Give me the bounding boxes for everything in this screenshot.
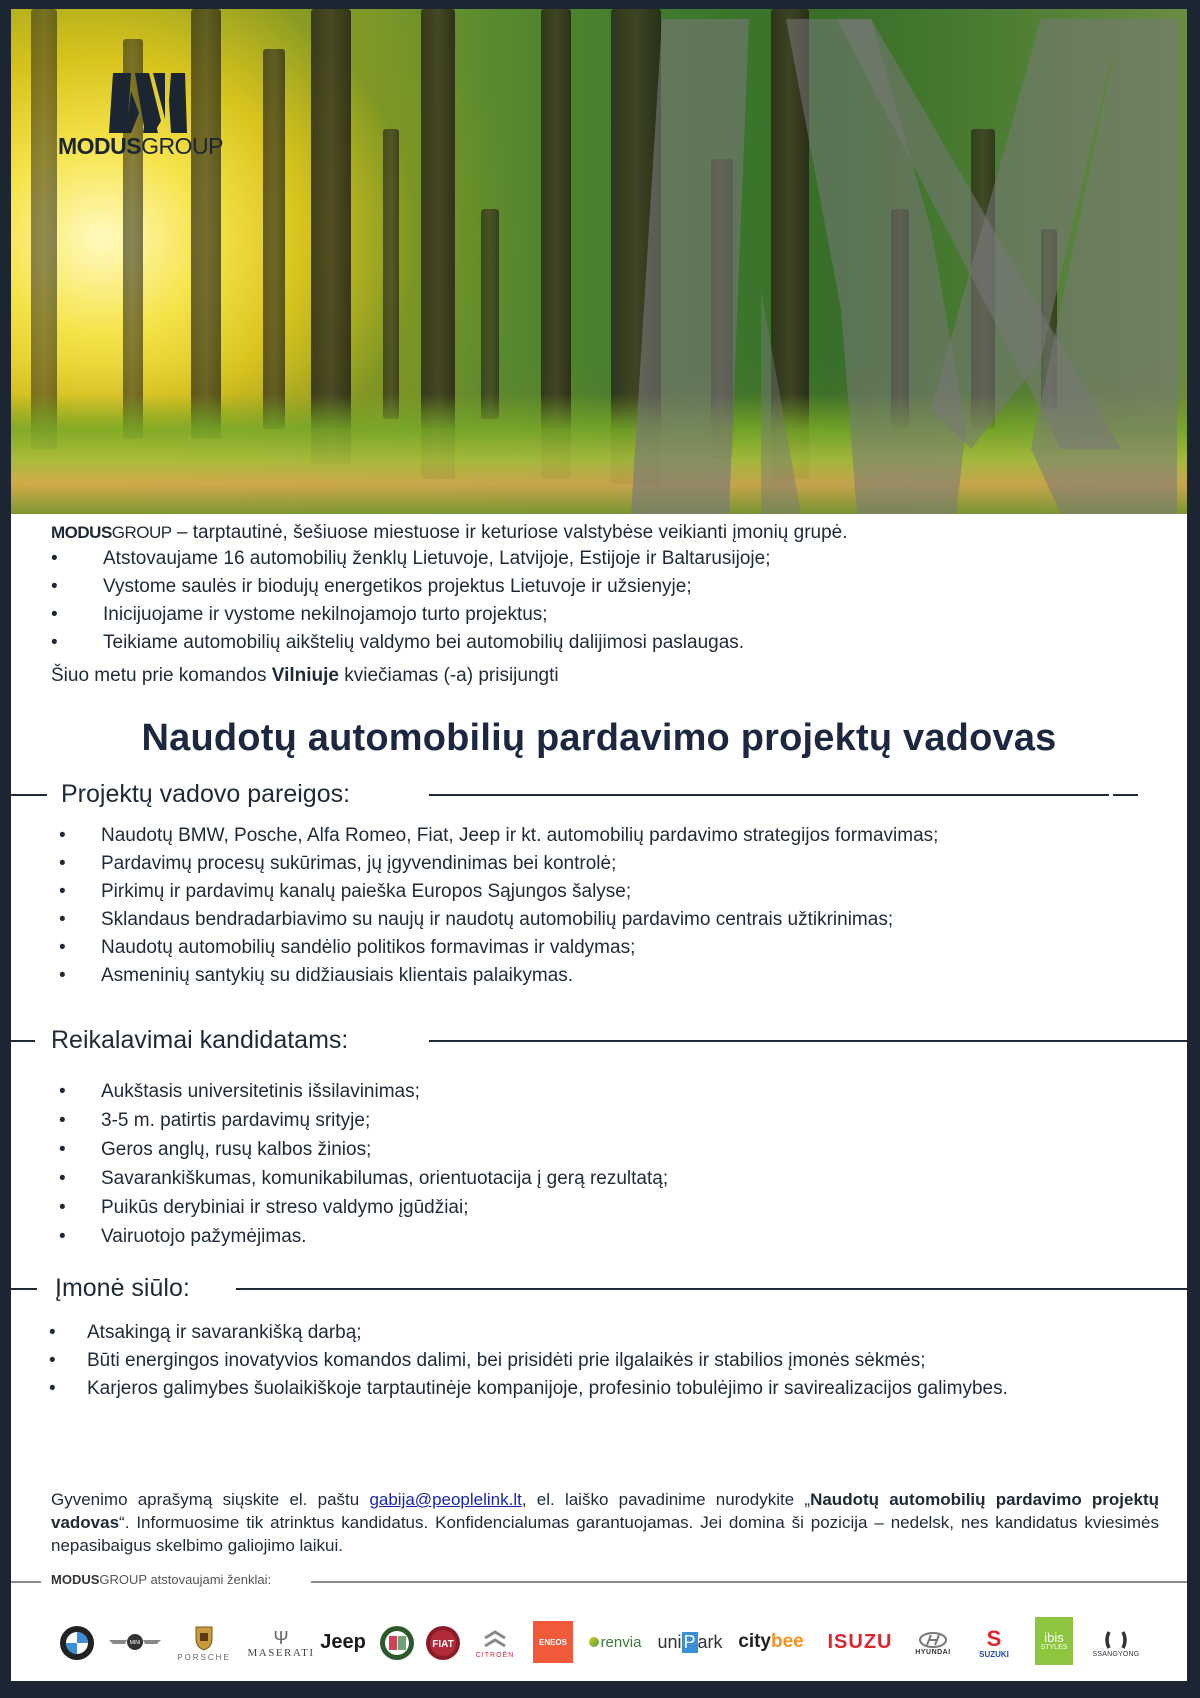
svg-text:MINI: MINI [129,1640,141,1646]
list-item: • 3-5 m. patirtis pardavimų srityje; [59,1106,668,1135]
invitation-line: Šiuo metu prie komandos Vilniuje kviečiamas (-a) prisijungti [51,665,559,686]
bullet-icon: • [51,632,58,653]
job-ad-page [11,9,1187,1681]
citroen-logo-icon: CITROËN [467,1621,523,1665]
ssangyong-logo-icon: SSANGYONG [1085,1621,1147,1665]
bullet-icon: • [51,548,58,569]
list-item: • Karjeros galimybes šuolaikiškoje tarptautinėje kompanijoje, profesinio tobulėjimo ir savirealizacijos galimybes. [49,1375,1137,1403]
list-item: • Atstovaujame 16 automobilių ženklų Lietuvoje, Latvijoje, Estijoje ir Baltarusijoje; [51,545,770,573]
job-title: Naudotų automobilių pardavimo projektų vadovas [141,717,1057,759]
porsche-logo-icon: PORSCHE [169,1619,239,1667]
list-item: • Naudotų automobilių sandėlio politikos formavimas ir valdymas; [59,934,938,962]
bullet-icon: • [49,1378,56,1399]
duties-heading: Projektų vadovo pareigos: [61,780,351,808]
list-item: • Asmeninių santykių su didžiausiais klientais palaikymas. [59,962,938,990]
bullet-icon: • [51,576,58,597]
bullet-icon: • [59,1139,66,1160]
brands-rule-left [11,1581,41,1583]
bullet-icon: • [49,1350,56,1371]
mini-logo-icon [107,1629,163,1655]
bmw-logo-icon [59,1623,95,1663]
brands-heading: MODUSGROUP atstovaujami ženklai: [51,1572,272,1587]
bullet-icon: • [59,881,66,902]
list-item: • Geros anglų, rusų kalbos žinios; [59,1135,668,1164]
bullet-icon: • [59,825,66,846]
jeep-logo-icon: Jeep [320,1630,366,1653]
brand-logos-row [51,1617,1181,1677]
list-item: • Atsakingą ir savarankišką darbą; [49,1319,1137,1347]
list-item: • Teikiame automobilių aikštelių valdymo bei automobilių dalijimosi paslaugas. [51,629,770,657]
list-item: • Sklandaus bendradarbiavimo su naujų ir naudotų automobilių pardavimo centrais užtikrinimas; [59,906,938,934]
alfa-romeo-logo-icon [377,1623,417,1663]
application-instructions: Gyvenimo aprašymą siųskite el. paštu gabija@peoplelink.lt, el. laiško pavadinime nurodykite „Naudotų automobilių pardavimo projektų vadovas“. Informuosime tik atrinktus kandidatus. Konfidencialumas garantuojamas. Jei domina ši pozicija – nedelsk, nes kandidatus kviesimės nepasibaigus skelbimo galiojimo laikui. [51,1490,1159,1555]
section-rule-right [429,794,1109,796]
bullet-icon: • [59,1226,66,1247]
bullet-icon: • [59,1081,66,1102]
duties-list [59,822,938,990]
bullet-icon: • [59,853,66,874]
bullet-icon: • [59,1197,66,1218]
company-intro [51,521,848,545]
requirements-heading: Reikalavimai kandidatams: [51,1026,349,1054]
bullet-icon: • [59,909,66,930]
list-item: • Savarankiškumas, komunikabilumas, orientuotacija į gerą rezultatą; [59,1164,668,1193]
suzuki-logo-icon: S SUZUKI [979,1625,1009,1659]
offer-list [49,1319,1137,1403]
list-item: • Inicijuojame ir vystome nekilnojamojo turto projektus; [51,601,770,629]
list-item: • Vairuotojo pažymėjimas. [59,1222,668,1251]
list-item: • Būti energingos inovatyvios komandos dalimi, bei prisidėti prie ilgalaikės ir stabilios įmonės sėkmės; [49,1347,1137,1375]
hero-image [11,9,1187,514]
bullet-icon: • [59,1168,66,1189]
list-item: • Puikūs derybiniai ir streso valdymo įgūdžiai; [59,1193,668,1222]
section-rule-left [11,1288,37,1290]
company-tagline: – tarptautinė, šešiuose miestuose ir keturiose valstybėse veikianti įmonių grupė. [176,522,848,543]
email-subject: Naudotų automobilių pardavimo projektų vadovas [51,1490,1159,1532]
requirements-list [59,1077,668,1251]
isuzu-logo-icon: ISUZU [827,1630,893,1653]
section-rule-left [11,794,47,796]
section-rule-right [236,1288,1187,1290]
modus-group-wordmark: MODUSGROUP [58,133,223,159]
eneos-logo-icon: ENEOS [533,1621,573,1663]
hyundai-logo-icon: HYUNDAI [907,1621,959,1665]
unipark-logo-icon: uni P ark [657,1631,723,1652]
email-link[interactable]: gabija@peoplelink.lt [369,1490,522,1509]
offer-heading: Įmonė siūlo: [55,1274,190,1302]
renvia-logo-icon: renvia [581,1629,649,1655]
section-rule-right [429,1040,1187,1042]
city-name: Vilniuje [271,665,339,686]
list-item: • Naudotų BMW, Posche, Alfa Romeo, Fiat, Jeep ir kt. automobilių pardavimo strategijos formavimas; [59,822,938,850]
brands-rule-right [311,1581,1187,1583]
bullet-icon: • [59,965,66,986]
maserati-logo-icon: Ψ MASERATI [247,1628,315,1659]
modus-group-inline-wordmark: MODUSGROUP [51,523,172,542]
svg-text:FIAT: FIAT [432,1639,454,1650]
company-activities-list [51,545,770,657]
section-rule-right-end [1113,794,1138,796]
list-item: • Pardavimų procesų sukūrimas, jų įgyvendinimas bei kontrolė; [59,850,938,878]
bullet-icon: • [49,1322,56,1343]
section-rule-left [11,1040,35,1042]
bullet-icon: • [59,1110,66,1131]
ibis-styles-logo-icon: ibis STYLES [1035,1617,1073,1665]
bullet-icon: • [59,937,66,958]
citybee-logo-icon: city bee [738,1631,804,1652]
bullet-icon: • [51,604,58,625]
fiat-logo-icon [423,1623,463,1663]
list-item: • Pirkimų ir pardavimų kanalų paieška Europos Sąjungos šalyse; [59,878,938,906]
list-item: • Aukštasis universitetinis išsilavinimas; [59,1077,668,1106]
list-item: • Vystome saulės ir biodujų energetikos projektus Lietuvoje ir užsienyje; [51,573,770,601]
